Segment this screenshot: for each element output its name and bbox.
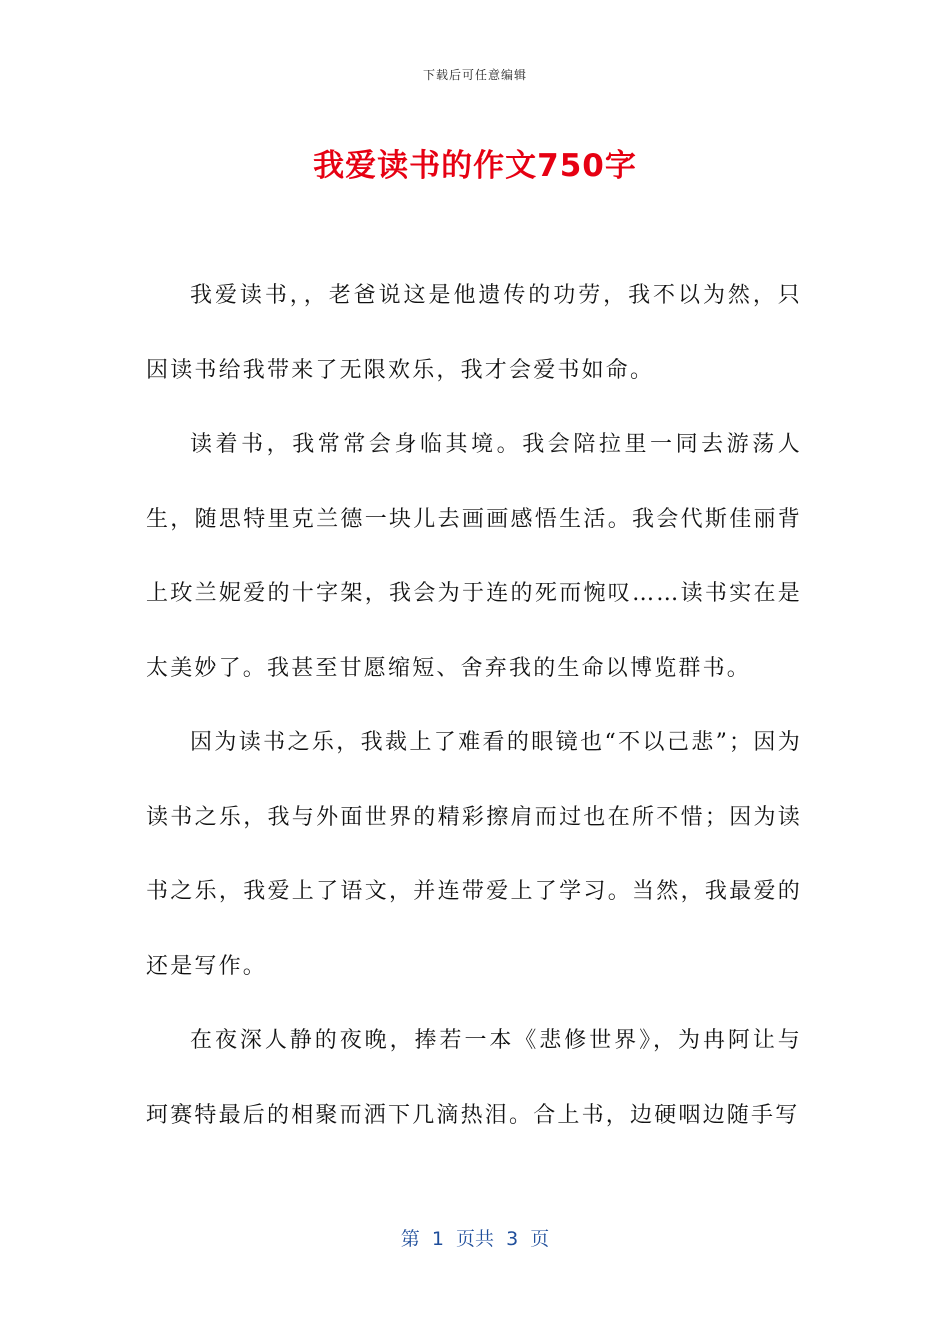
paragraph: 我爱读书，，老爸说这是他遗传的功劳，我不以为然，只因读书给我带来了无限欢乐，我才会爱书如命。 bbox=[146, 283, 802, 383]
paragraph: 因为读书之乐，我裁上了难看的眼镜也“不以己悲”；因为读书之乐，我与外面世界的精彩擦肩而过也在所不惜；因为读书之乐，我爱上了语文，并连带爱上了学习。当然，我最爱的还是写作。 bbox=[146, 730, 802, 979]
document-body bbox=[146, 259, 802, 1153]
page-number-footer: 第 1 页共 3 页 bbox=[400, 1228, 550, 1250]
header-note: 下载后可任意编辑 bbox=[422, 68, 527, 82]
paragraph: 在夜深人静的夜晚，捧若一本《悲修世界》，为冉阿让与珂赛特最后的相聚而洒下几滴热泪。合上书，边硬咽边随手写 bbox=[146, 1028, 802, 1128]
document-title: 我爱读书的作文750字 bbox=[313, 148, 637, 184]
paragraph: 读着书，我常常会身临其境。我会陪拉里一同去游荡人生，随思特里克兰德一块儿去画画感悟生活。我会代斯佳丽背上玫兰妮爱的十字架，我会为于连的死而惋叹……读书实在是太美妙了。我甚至甘愿缩短、舍弃我的生命以博览群书。 bbox=[146, 432, 802, 681]
